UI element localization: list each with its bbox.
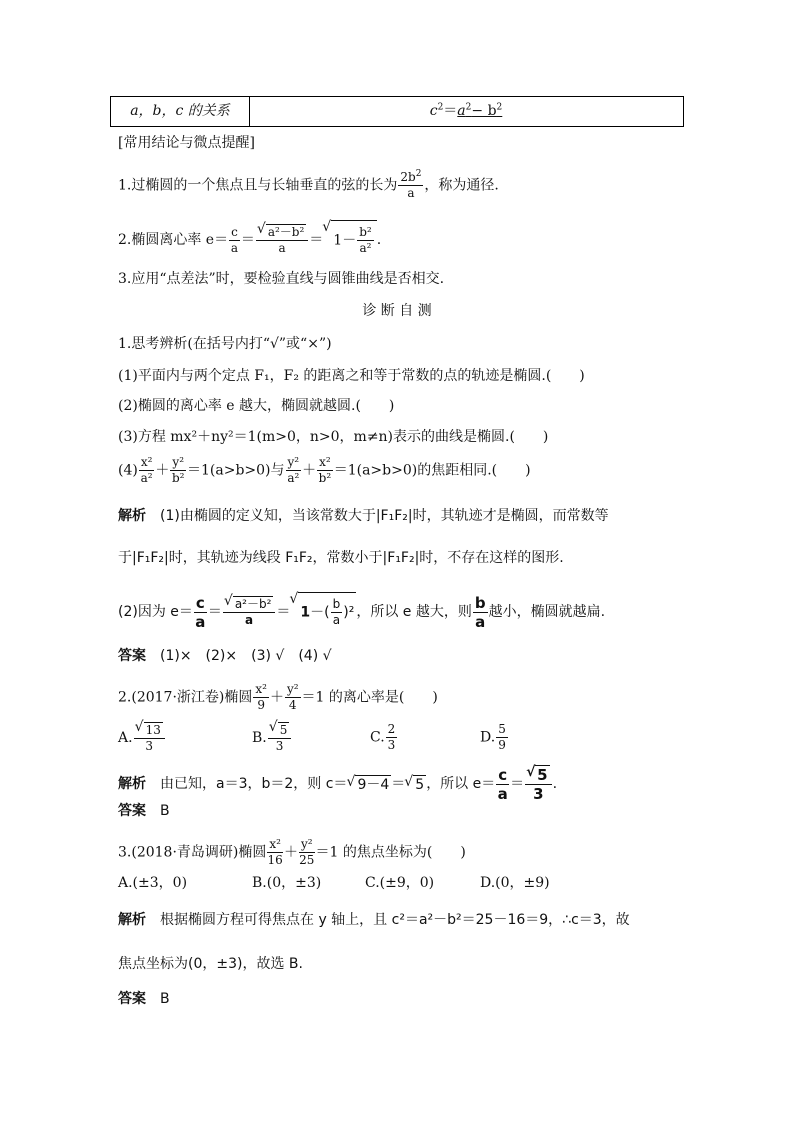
q3-option-d: D.(0，±9) [480, 875, 550, 891]
hint-2: 2.椭圆离心率 e＝ $\frac{c}{a}$ ＝ √ $\frac{\text{a²－b²}}{a}$ ＝√ 1－ $\frac{\text{b²}}{\text{a²}}$ . [118, 220, 381, 260]
analysis-1-line-2: 于|F₁F₂|时，其轨迹为线段 F₁F₂，常数小于|F₁F₂|时，不存在这样的图形. [118, 550, 564, 566]
analysis-3-line-1: 解析 根据椭圆方程可得焦点在 y 轴上，且 c²＝a²－b²＝25－16＝9，∴c＝3，故 [118, 912, 630, 928]
q3-option-b: B.(0，±3) [252, 875, 322, 891]
q1-item-1: (1)平面内与两个定点 F₁，F₂ 的距离之和等于常数的点的轨迹是椭圆.( ) [118, 368, 585, 384]
relation-table [110, 96, 684, 127]
table-cell-label: a，b，c 的关系 [111, 97, 250, 126]
q2-option-d: D. $\frac{5}{9}$ [480, 722, 506, 752]
q1-item-3: (3)方程 mx²＋ny²＝1(m>0，n>0，m≠n)表示的曲线是椭圆.( ) [118, 429, 549, 445]
analysis-1-line-1: 解析 (1)由椭圆的定义知，当该常数大于|F₁F₂|时，其轨迹才是椭圆，而常数等 [118, 508, 609, 524]
q3-option-a: A.(±3，0) [118, 875, 188, 891]
q3-option-c: C.(±9，0) [365, 875, 435, 891]
answer-2: 答案 B [118, 803, 170, 819]
hint-3: 3.应用“点差法”时，要检验直线与圆锥曲线是否相交. [118, 271, 445, 287]
section-title: 诊 断 自 测 [362, 303, 432, 319]
hint-header: [常用结论与微点提醒] [118, 135, 255, 151]
q2-option-a: A. √ $\frac{13}{3}$ [118, 722, 166, 754]
q1-title: 1.思考辨析(在括号内打“√”或“×”) [118, 336, 332, 352]
hint-1: 1.过椭圆的一个焦点且与长轴垂直的弦的长为 $\frac{2b^2}{a}$ ，称为通径. [118, 169, 499, 200]
analysis-1-line-3: (2)因为 e＝ $\frac{c}{a}$ ＝ √ $\frac{\text{a²－b²}}{a}$ ＝√ 1－( $\frac{b}{a}$ )² ，所以 e 越大，则 $\frac{b}{a}$ 越小，椭圆就越扁. [118, 592, 605, 632]
q1-item-2: (2)椭圆的离心率 e 越大，椭圆就越圆.( ) [118, 398, 395, 414]
table-cell-formula: $c^2=a^2- b^2$ [429, 102, 503, 119]
q2-option-c: C. $\frac{2}{3}$ [370, 722, 396, 752]
q1-item-4: (4) $\frac{\text{x²}}{\text{a²}}$ ＋ $\frac{\text{y²}}{\text{b²}}$ ＝1(a>b>0)与 $\frac{\text{y²}}{\text{a²}}$ ＋ $\frac{\text{x²}}{\text{b²}}$ ＝1(a>b>0)的焦距相同.( ) [118, 455, 531, 485]
analysis-3-line-2: 焦点坐标为(0，±3)，故选 B. [118, 956, 303, 972]
q2-stem: 2.(2017·浙江卷)椭圆 $\frac{\text{x²}}{9}$ ＋ $\frac{\text{y²}}{4}$ ＝1 的离心率是( ) [118, 682, 438, 712]
q3-stem: 3.(2018·青岛调研)椭圆 $\frac{\text{x²}}{16}$ ＋ $\frac{\text{y²}}{25}$ ＝1 的焦点坐标为( ) [118, 837, 466, 867]
answer-3: 答案 B [118, 991, 170, 1007]
analysis-2: 解析 由已知，a＝3，b＝2，则 c＝√ 9－4 ＝√ 5 ，所以 e＝ $\frac{c}{a}$ ＝ √ $\frac{5}{3}$ . [118, 765, 557, 803]
q2-option-b: B. √ $\frac{5}{3}$ [252, 722, 292, 754]
answer-1: 答案 (1)× (2)× (3) √ (4) √ [118, 648, 332, 664]
